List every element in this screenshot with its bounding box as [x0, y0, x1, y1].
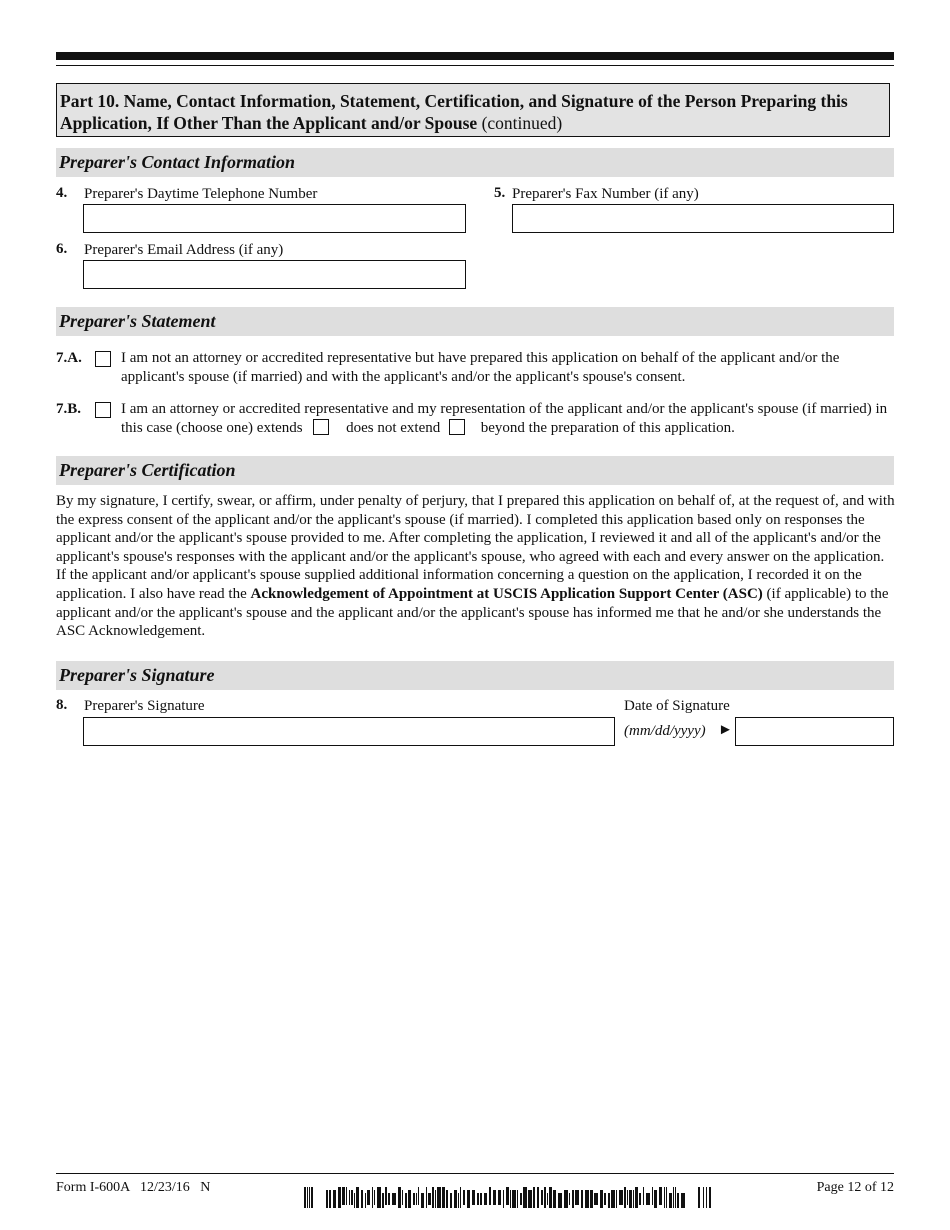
q7b-number: 7.B. [56, 401, 82, 417]
q4-label: Preparer's Daytime Telephone Number [84, 186, 318, 202]
footer-rule [56, 1173, 894, 1174]
q8-label: Preparer's Signature [84, 698, 205, 714]
date-of-signature-label: Date of Signature [624, 698, 730, 714]
section-statement-header: Preparer's Statement [56, 307, 894, 336]
page-number: Page 12 of 12 [816, 1180, 894, 1195]
q6-label: Preparer's Email Address (if any) [84, 242, 284, 258]
q7b-suffix: beyond the preparation of this application. [480, 420, 735, 436]
q5-number: 5. [494, 185, 506, 201]
daytime-phone-field[interactable] [83, 204, 466, 233]
q7b-line2 [121, 419, 896, 438]
part-suffix: (continued) [481, 113, 563, 133]
q6-number: 6. [56, 241, 68, 257]
part-title: Part 10. Name, Contact Information, Statement, Certification, and Signature of the Person Preparing this Application, If Other Than the Applicant and/or Spouse [60, 91, 848, 133]
q7a-checkbox[interactable] [95, 351, 111, 367]
cert-asc-acknowledgement: Acknowledgement of Appointment at USCIS Application Support Center (ASC) [250, 585, 763, 602]
not-extend-checkbox[interactable] [449, 419, 465, 435]
q7a-line1: I am not an attorney or accredited representative but have prepared this application on behalf of the applicant and/or the [121, 350, 840, 366]
barcode-icon [304, 1187, 712, 1208]
part-header [56, 83, 890, 137]
form-identifier: Form I-600A 12/23/16 N [56, 1180, 211, 1195]
cert-text-1: By my signature, I certify, swear, or affirm, under penalty of perjury, that I prepared this application on behalf of, at the request of, and with the express consent of the applicant and/or the applicant's spouse (if married). I completed this application based only on responses the applicant and/or the applicant's spouse provided to me. After completing the application, I reviewed it and all of the applicant's and/or the applicant's spouse's responses with the applicant and/or the applicant's spouse, who agreed with each and every answer on the application. If the applicant and/or applicant's spouse supplied additional information concerning a question on the application, I recorded it on the application. I also have read the [56, 493, 895, 602]
q7b-checkbox[interactable] [95, 402, 111, 418]
extends-checkbox[interactable] [313, 419, 329, 435]
q4-number: 4. [56, 185, 68, 201]
email-field[interactable] [83, 260, 466, 289]
preparer-signature-field[interactable] [83, 717, 615, 746]
q7b-extends-label: this case (choose one) extends [121, 420, 303, 436]
top-rule-thick [56, 52, 894, 60]
q5-label: Preparer's Fax Number (if any) [512, 186, 699, 202]
q7b-line1: I am an attorney or accredited representative and my representation of the applicant and/or the applicant's spouse (if married) in [121, 401, 888, 417]
q7b-not-extend-label: does not extend [346, 420, 441, 436]
q7a-text [121, 349, 896, 387]
section-signature-header: Preparer's Signature [56, 661, 894, 690]
q7a-number: 7.A. [56, 350, 82, 366]
q7a-line2: applicant's spouse (if married) and with the applicant's and/or the applicant's spouse's consent. [121, 369, 686, 385]
fax-number-field[interactable] [512, 204, 894, 233]
cert-text-2: (if applicable) to the applicant and/or the applicant's spouse and the applicant and/or the applicant's spouse has informed me that he and/or she understands the ASC Acknowledgement. [56, 585, 889, 640]
q7b-text [121, 400, 896, 438]
arrow-right-icon: ► [718, 722, 733, 738]
date-of-signature-field[interactable] [735, 717, 894, 746]
section-certification-header: Preparer's Certification [56, 456, 894, 485]
top-rule-thin [56, 65, 894, 66]
certification-paragraph [56, 492, 896, 641]
date-format-hint: (mm/dd/yyyy) [624, 723, 706, 739]
q8-number: 8. [56, 697, 68, 713]
section-contact-header: Preparer's Contact Information [56, 148, 894, 177]
